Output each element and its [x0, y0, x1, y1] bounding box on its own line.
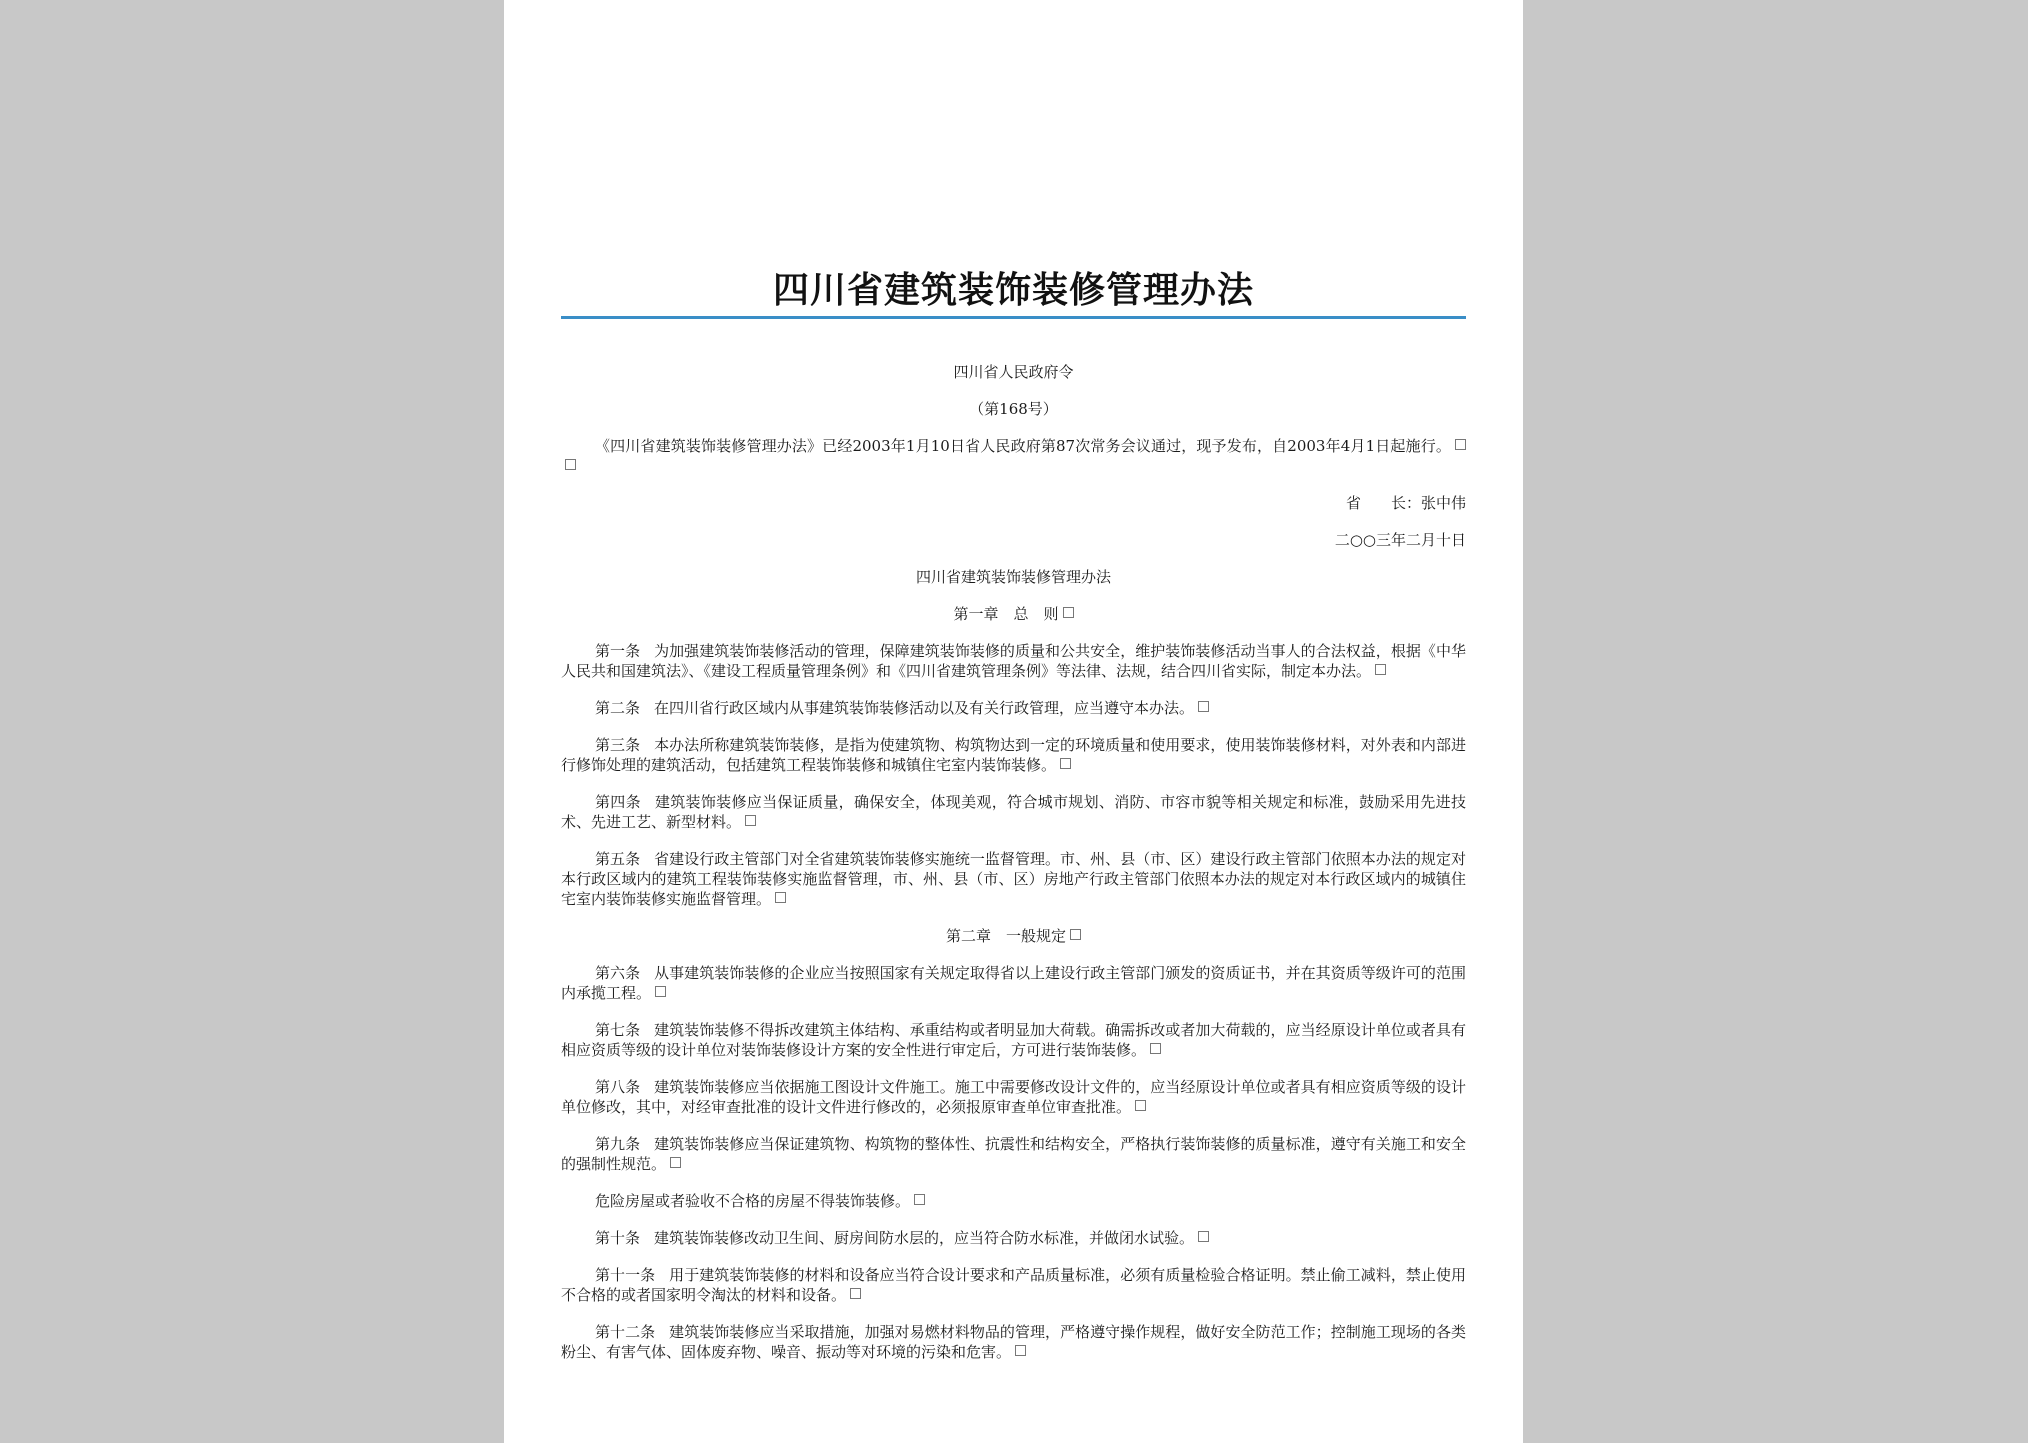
- article-label: 第四条: [595, 793, 641, 811]
- article-text: 省建设行政主管部门对全省建筑装饰装修实施统一监督管理。市、州、县（市、区）建设行政主管部门依照本办法的规定对本行政区域内的建筑工程装饰装修实施监督管理，市、州、县（市、区）房地产行政主管部门依照本办法的规定对本行政区域内的城镇住宅室内装饰装修实施监督管理。: [561, 850, 1466, 908]
- article-text: 本办法所称建筑装饰装修，是指为使建筑物、构筑物达到一定的环境质量和使用要求，使用装饰装修材料，对外表和内部进行修饰处理的建筑活动，包括建筑工程装饰装修和城镇住宅室内装饰装修。: [561, 736, 1466, 774]
- article-label: 第八条: [595, 1078, 641, 1096]
- chapter-heading-1: [561, 604, 1466, 624]
- promulgation-body: 《四川省建筑装饰装修管理办法》已经2003年1月10日省人民政府第87次常务会议通过，现予发布，自2003年4月1日起施行。: [595, 437, 1451, 455]
- sign-date: 二○○三年二月十日: [1334, 531, 1466, 549]
- article-paragraph: [561, 1228, 1466, 1248]
- placeholder-box-icon: [775, 892, 786, 903]
- article-text: 建筑装饰装修应当保证建筑物、构筑物的整体性、抗震性和结构安全，严格执行装饰装修的质量标准，遵守有关施工和安全的强制性规范。: [561, 1135, 1466, 1173]
- article-text: 建筑装饰装修应当依据施工图设计文件施工。施工中需要修改设计文件的，应当经原设计单位或者具有相应资质等级的设计单位修改，其中，对经审查批准的设计文件进行修改的，必须报原审查单位审查批准。: [561, 1078, 1466, 1116]
- placeholder-box-icon: [1375, 664, 1386, 675]
- placeholder-box-icon: [1063, 607, 1074, 618]
- signer: 省 长：张中伟: [1345, 494, 1466, 512]
- placeholder-box-icon: [1150, 1043, 1161, 1054]
- article-text: 建筑装饰装修应当采取措施，加强对易燃材料物品的管理，严格遵守操作规程，做好安全防范工作；控制施工现场的各类粉尘、有害气体、固体废弃物、噪音、振动等对环境的污染和危害。: [561, 1323, 1466, 1361]
- chapter-heading-2-text: 第二章 一般规定: [945, 927, 1066, 945]
- article-text: 在四川省行政区域内从事建筑装饰装修活动以及有关行政管理，应当遵守本办法。: [654, 699, 1195, 717]
- chapter-heading-2: [561, 926, 1466, 946]
- articles-chapter-1: [561, 641, 1466, 909]
- article-text: 从事建筑装饰装修的企业应当按照国家有关规定取得省以上建设行政主管部门颁发的资质证书，并在其资质等级许可的范围内承揽工程。: [561, 964, 1466, 1002]
- article-text: 危险房屋或者验收不合格的房屋不得装饰装修。: [595, 1192, 911, 1210]
- placeholder-box-icon: [914, 1194, 925, 1205]
- article-label: 第一条: [595, 642, 641, 660]
- article-paragraph: [561, 849, 1466, 909]
- document-title: 四川省建筑装饰装修管理办法: [772, 269, 1254, 311]
- article-paragraph: [561, 1077, 1466, 1117]
- articles-chapter-2: [561, 963, 1466, 1362]
- article-text: 用于建筑装饰装修的材料和设备应当符合设计要求和产品质量标准，必须有质量检验合格证明。禁止偷工减料，禁止使用不合格的或者国家明令淘汰的材料和设备。: [561, 1266, 1466, 1304]
- placeholder-box-icon: [1015, 1345, 1026, 1356]
- article-label: 第七条: [595, 1021, 641, 1039]
- article-paragraph: [561, 963, 1466, 1003]
- article-text: 建筑装饰装修改动卫生间、厨房间防水层的，应当符合防水标准，并做闭水试验。: [654, 1229, 1195, 1247]
- article-text: 建筑装饰装修不得拆改建筑主体结构、承重结构或者明显加大荷载。确需拆改或者加大荷载的，应当经原设计单位或者具有相应资质等级的设计单位对装饰装修设计方案的安全性进行审定后，方可进行装饰装修。: [561, 1021, 1466, 1059]
- article-label: 第十二条: [595, 1323, 656, 1341]
- article-paragraph: [561, 735, 1466, 775]
- article-label: 第三条: [595, 736, 641, 754]
- article-paragraph: [561, 1322, 1466, 1362]
- article-label: 第二条: [595, 699, 641, 717]
- article-label: 第九条: [595, 1135, 641, 1153]
- article-paragraph: [561, 792, 1466, 832]
- article-label: 第五条: [595, 850, 641, 868]
- order-number: （第168号）: [969, 400, 1058, 418]
- article-paragraph: [561, 698, 1466, 718]
- placeholder-box-icon: [1198, 701, 1209, 712]
- title-divider: [561, 316, 1466, 319]
- article-paragraph: [561, 641, 1466, 681]
- placeholder-box-icon: [850, 1288, 861, 1299]
- doc-subtitle: 四川省建筑装饰装修管理办法: [915, 568, 1111, 586]
- placeholder-box-icon: [565, 459, 576, 470]
- article-paragraph: [561, 1020, 1466, 1060]
- article-paragraph: [561, 1134, 1466, 1174]
- issuer: 四川省人民政府令: [953, 363, 1074, 381]
- placeholder-box-icon: [1060, 758, 1071, 769]
- placeholder-box-icon: [1135, 1100, 1146, 1111]
- article-label: 第十条: [595, 1229, 641, 1247]
- placeholder-box-icon: [745, 815, 756, 826]
- placeholder-box-icon: [1070, 929, 1081, 940]
- placeholder-box-icon: [670, 1157, 681, 1168]
- document-page: [504, 0, 1523, 1443]
- document-body: [561, 362, 1466, 1379]
- chapter-heading-1-text: 第一章 总 则: [953, 605, 1059, 623]
- article-label: 第十一条: [595, 1266, 656, 1284]
- placeholder-box-icon: [655, 986, 666, 997]
- placeholder-box-icon: [1455, 439, 1466, 450]
- article-paragraph: [561, 1191, 1466, 1211]
- promulgation-text: [561, 436, 1466, 476]
- article-text: 建筑装饰装修应当保证质量，确保安全，体现美观，符合城市规划、消防、市容市貌等相关规定和标准，鼓励采用先进技术、先进工艺、新型材料。: [561, 793, 1466, 831]
- placeholder-box-icon: [1198, 1231, 1209, 1242]
- article-text: 为加强建筑装饰装修活动的管理，保障建筑装饰装修的质量和公共安全，维护装饰装修活动当事人的合法权益，根据《中华人民共和国建筑法》、《建设工程质量管理条例》和《四川省建筑管理条例》等法律、法规，结合四川省实际，制定本办法。: [561, 642, 1466, 680]
- article-label: 第六条: [595, 964, 641, 982]
- article-paragraph: [561, 1265, 1466, 1305]
